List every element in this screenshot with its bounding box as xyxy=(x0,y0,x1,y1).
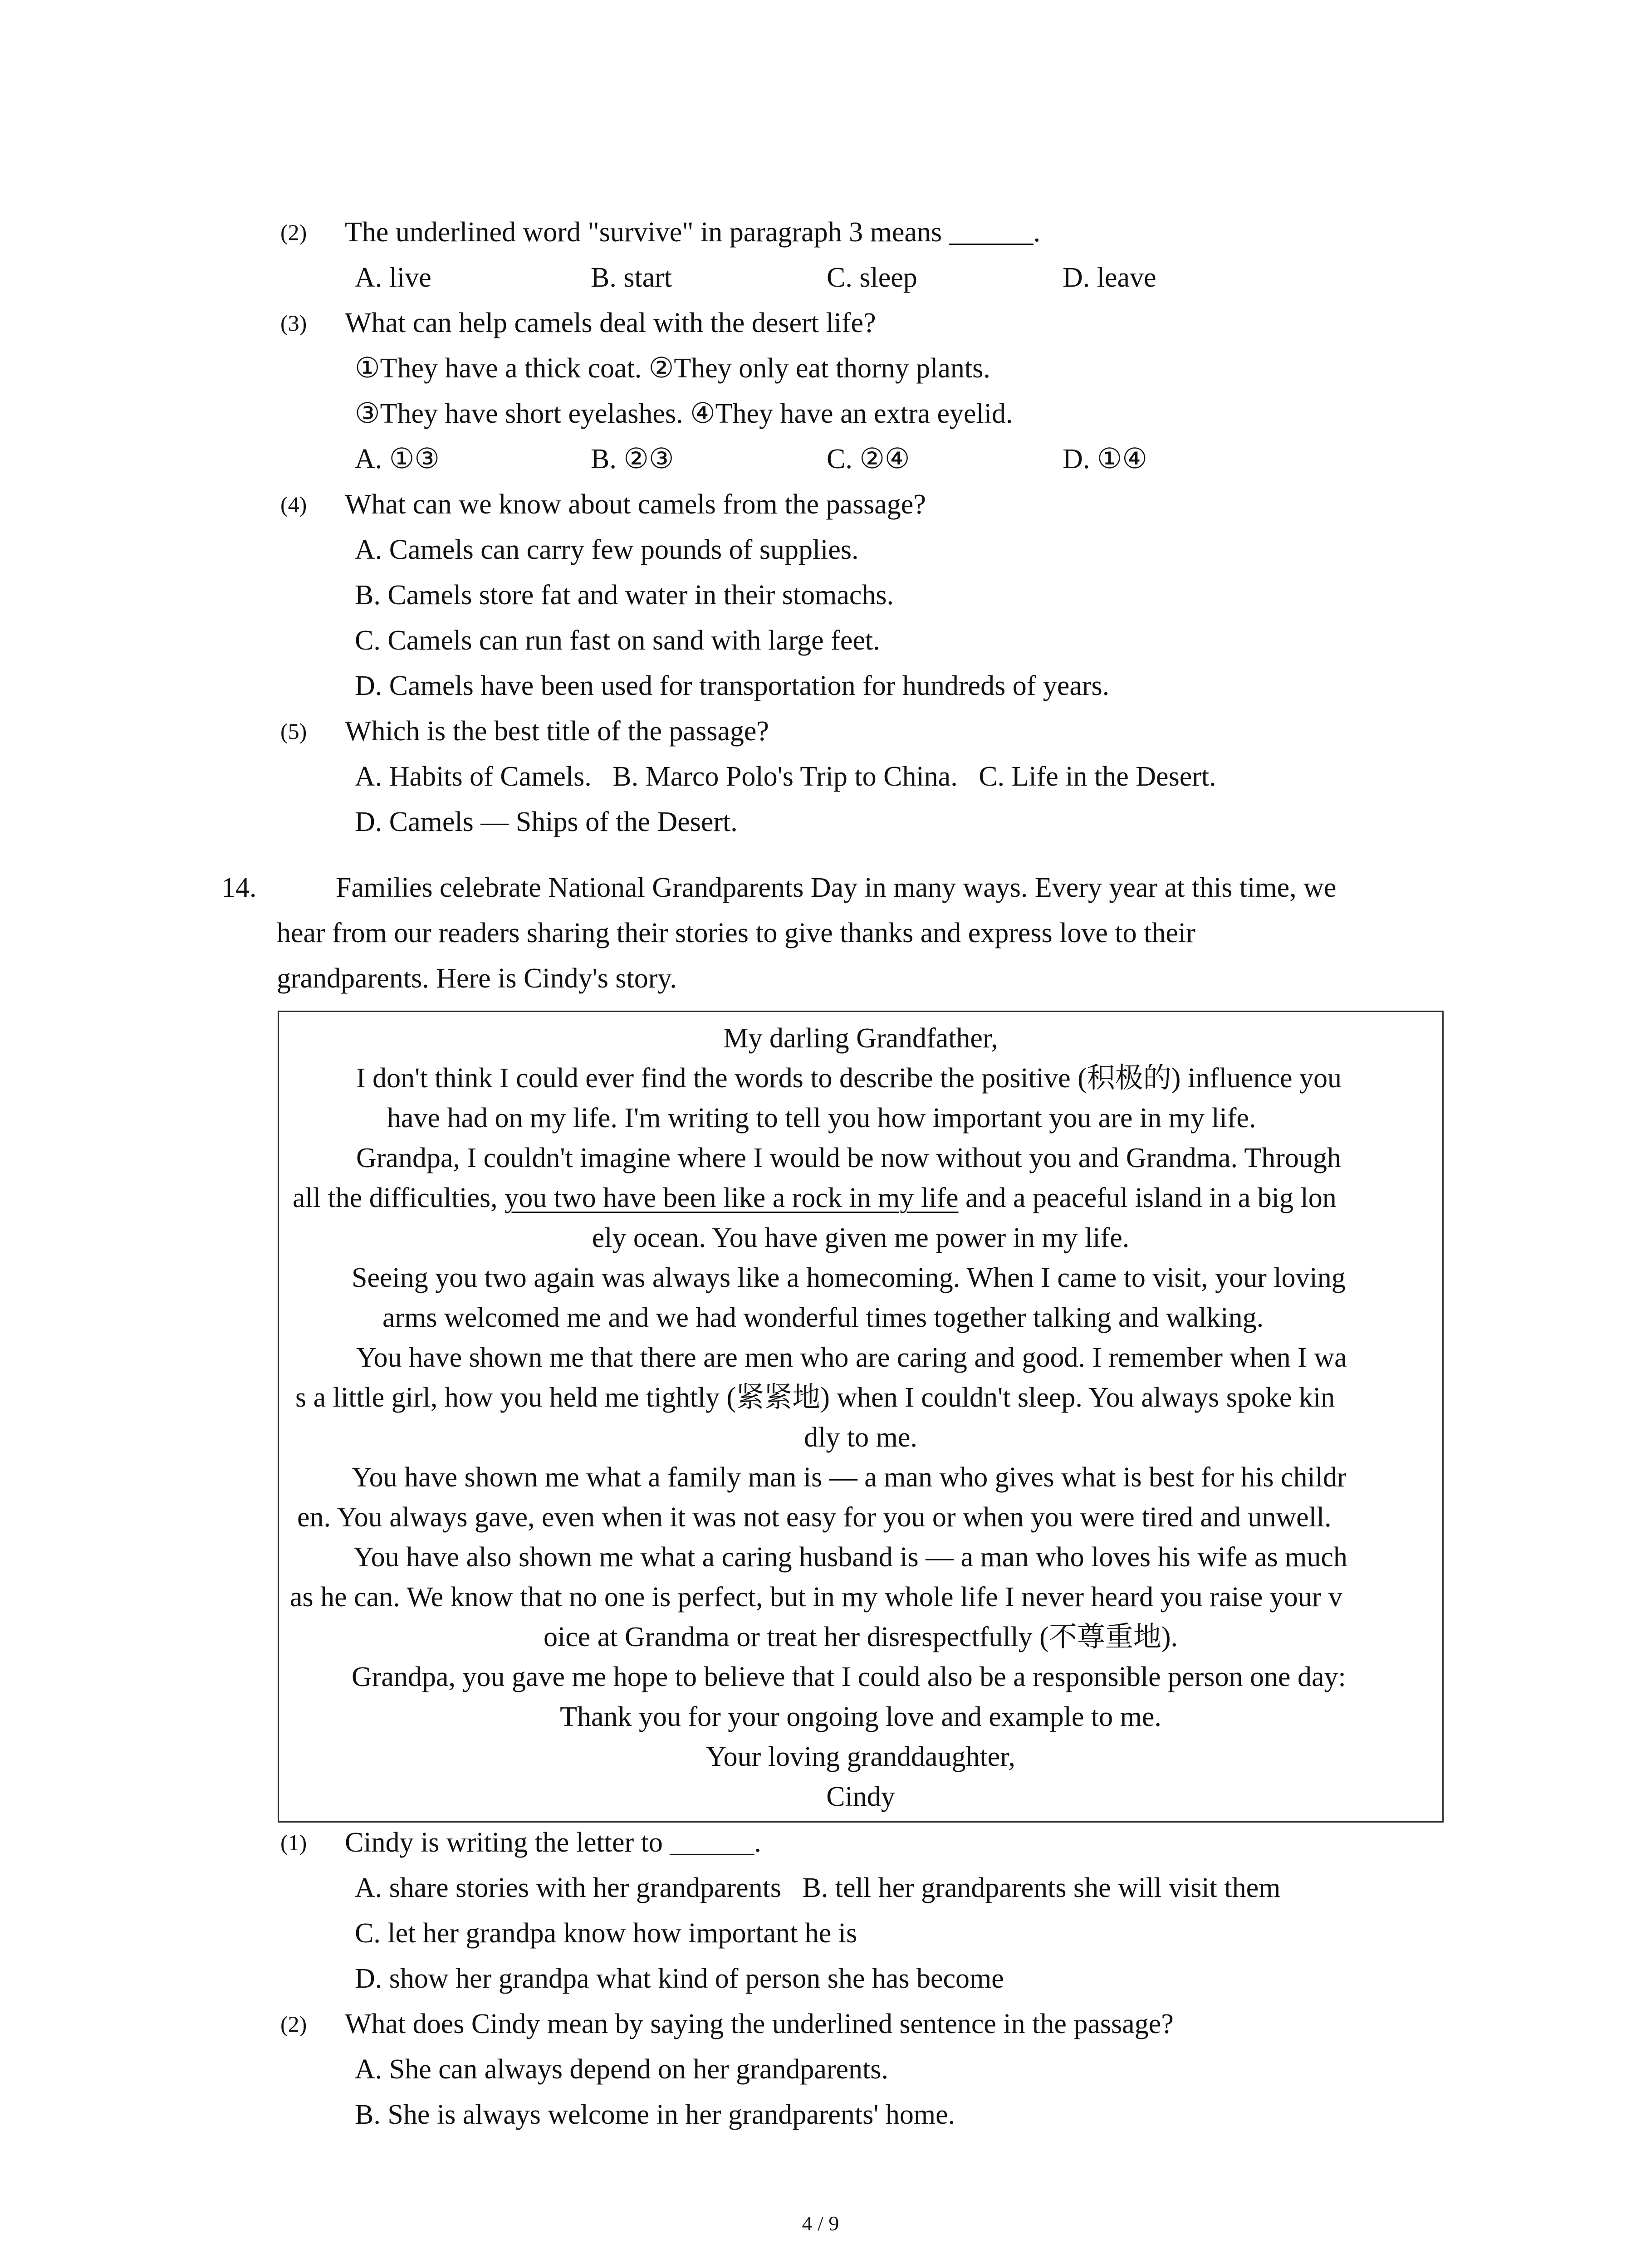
letter-line: en. You always gave, even when it was not easy for you or when you were tired and unwell. xyxy=(297,1502,1332,1533)
letter-text: and a peaceful island in a big lon xyxy=(958,1183,1337,1213)
intro-line: hear from our readers sharing their stories to give thanks and express love to their xyxy=(277,918,1195,948)
statement-line: ①They have a thick coat. ②They only eat thorny plants. xyxy=(355,353,990,384)
letter-line: oice at Grandma or treat her disrespectfully (不尊重地). xyxy=(544,1622,1178,1652)
letter-greeting: My darling Grandfather, xyxy=(723,1023,998,1054)
option-a: A. live xyxy=(355,262,431,293)
intro-line: grandparents. Here is Cindy's story. xyxy=(277,963,677,994)
letter-line: dly to me. xyxy=(804,1422,917,1453)
option-d: D. ①④ xyxy=(1063,444,1147,474)
option-c: C. ②④ xyxy=(827,444,910,474)
option-c: C. Camels can run fast on sand with large feet. xyxy=(355,625,880,656)
letter-line: You have shown me what a family man is — a man who gives what is best for his childr xyxy=(352,1462,1347,1493)
option-c: C. sleep xyxy=(827,262,917,293)
option-a: A. She can always depend on her grandparents. xyxy=(355,2054,888,2085)
question-stem: Cindy is writing the letter to ______. xyxy=(345,1827,761,1858)
options-line: D. show her grandpa what kind of person she has become xyxy=(355,1963,1004,1994)
question-stem: The underlined word "survive" in paragraph 3 means ______. xyxy=(345,217,1041,248)
letter-line: Thank you for your ongoing love and example to me. xyxy=(560,1701,1161,1732)
page-number: 4 / 9 xyxy=(802,2212,839,2235)
letter-text: all the difficulties, xyxy=(293,1183,505,1213)
option-b: B. She is always welcome in her grandparents' home. xyxy=(355,2099,955,2130)
options-line: A. Habits of Camels. B. Marco Polo's Trip to China. C. Life in the Desert. xyxy=(355,761,1216,792)
option-b: B. ②③ xyxy=(591,444,674,474)
letter-line: as he can. We know that no one is perfect, but in my whole life I never heard you raise your v xyxy=(290,1582,1342,1613)
option-d: D. leave xyxy=(1063,262,1156,293)
question-number: (3) xyxy=(280,310,307,336)
letter-line: You have also shown me what a caring husband is — a man who loves his wife as much xyxy=(353,1542,1347,1573)
letter-line: I don't think I could ever find the words to describe the positive (积极的) influence you xyxy=(356,1063,1342,1094)
question-number: (2) xyxy=(280,220,307,245)
option-d: D. Camels have been used for transportation for hundreds of years. xyxy=(355,670,1110,701)
question-stem: Which is the best title of the passage? xyxy=(345,716,769,747)
statement-line: ③They have short eyelashes. ④They have an extra eyelid. xyxy=(355,398,1013,429)
letter-closing: Your loving granddaughter, xyxy=(706,1741,1015,1772)
options-line: C. let her grandpa know how important he is xyxy=(355,1918,857,1949)
letter-line: arms welcomed me and we had wonderful times together talking and walking. xyxy=(382,1302,1264,1333)
question-number: (2) xyxy=(280,2011,307,2037)
letter-line: have had on my life. I'm writing to tell you how important you are in my life. xyxy=(387,1103,1256,1134)
option-b: B. start xyxy=(591,262,672,293)
letter-line: You have shown me that there are men who are caring and good. I remember when I wa xyxy=(356,1342,1347,1373)
letter-line: Grandpa, I couldn't imagine where I would be now without you and Grandma. Through xyxy=(356,1143,1341,1173)
letter-line: s a little girl, how you held me tightly (紧紧地) when I couldn't sleep. You always spoke kin xyxy=(295,1382,1335,1413)
letter-line-with-underline xyxy=(293,1178,1337,1218)
letter-line: ely ocean. You have given me power in my life. xyxy=(592,1222,1130,1253)
question-stem: What can we know about camels from the passage? xyxy=(345,489,926,520)
letter-signature: Cindy xyxy=(826,1781,895,1812)
question-stem: What can help camels deal with the desert life? xyxy=(345,308,876,338)
intro-line: Families celebrate National Grandparents Day in many ways. Every year at this time, we xyxy=(336,872,1337,903)
underlined-sentence: you two have been like a rock in my life xyxy=(505,1183,959,1213)
question-number-14: 14. xyxy=(221,872,257,903)
letter-line: Grandpa, you gave me hope to believe that I could also be a responsible person one day: xyxy=(352,1662,1346,1692)
question-number: (1) xyxy=(280,1830,307,1855)
question-number: (4) xyxy=(280,492,307,517)
question-number: (5) xyxy=(280,719,307,744)
option-a: A. ①③ xyxy=(355,444,440,474)
option-b: B. Camels store fat and water in their stomachs. xyxy=(355,580,894,611)
question-stem: What does Cindy mean by saying the underlined sentence in the passage? xyxy=(345,2009,1174,2039)
option-a: A. Camels can carry few pounds of supplies. xyxy=(355,534,859,565)
options-line: D. Camels — Ships of the Desert. xyxy=(355,807,738,837)
letter-box xyxy=(278,1011,1444,1823)
letter-line: Seeing you two again was always like a homecoming. When I came to visit, your loving xyxy=(352,1262,1346,1293)
options-line: A. share stories with her grandparents B. tell her grandparents she will visit them xyxy=(355,1872,1281,1903)
